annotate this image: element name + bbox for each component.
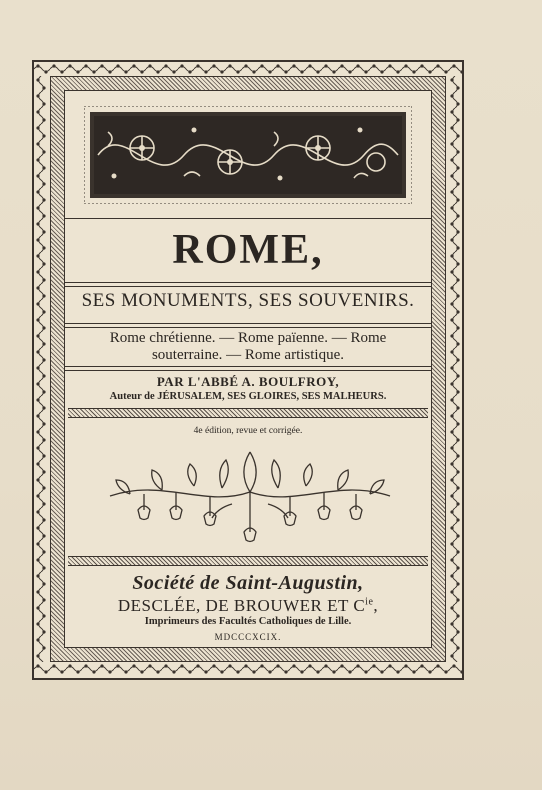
- rule-2: [64, 282, 432, 283]
- rule-2b: [64, 286, 432, 287]
- book-description: Rome chrétienne. — Rome païenne. — Rome souterraine. — Rome artistique.: [109, 330, 387, 363]
- rule-4: [64, 366, 432, 367]
- book-title: ROME,: [172, 227, 324, 273]
- rule-4b: [64, 370, 432, 371]
- floral-vine-border-left: [34, 76, 48, 662]
- edition-note: 4e édition, revue et corrigée.: [193, 426, 303, 436]
- rinceau-panel-ornament: [84, 106, 412, 204]
- floral-vine-border-right: [448, 76, 462, 662]
- author-works: Auteur de JÉRUSALEM, SES GLOIRES, SES MALHEURS.: [109, 391, 387, 402]
- floral-vine-border-top: [34, 62, 462, 76]
- hatched-band-lower: [68, 556, 428, 566]
- author-line: PAR L'ABBÉ A. BOULFROY,: [156, 374, 340, 389]
- publisher-name: DESCLÉE, DE BROUWER ET $C^{ie}$,: [117, 596, 379, 615]
- rule-3: [64, 323, 432, 324]
- rule-1: [64, 218, 432, 219]
- bellflower-vignette: [104, 448, 396, 548]
- rule-3b: [64, 327, 432, 328]
- hatched-band-upper: [68, 408, 428, 418]
- book-subtitle: SES MONUMENTS, SES SOUVENIRS.: [81, 290, 415, 311]
- publisher-superscript: ie: [365, 596, 374, 608]
- printers-line: Imprimeurs des Facultés Catholiques de Lille.: [144, 616, 352, 627]
- publisher-text: DESCLÉE, DE BROUWER ET C: [117, 596, 366, 615]
- floral-vine-border-bottom: [34, 662, 462, 676]
- publication-year: MDCCCXCIX.: [214, 632, 282, 642]
- society-name: Société de Saint-Augustin,: [132, 572, 364, 594]
